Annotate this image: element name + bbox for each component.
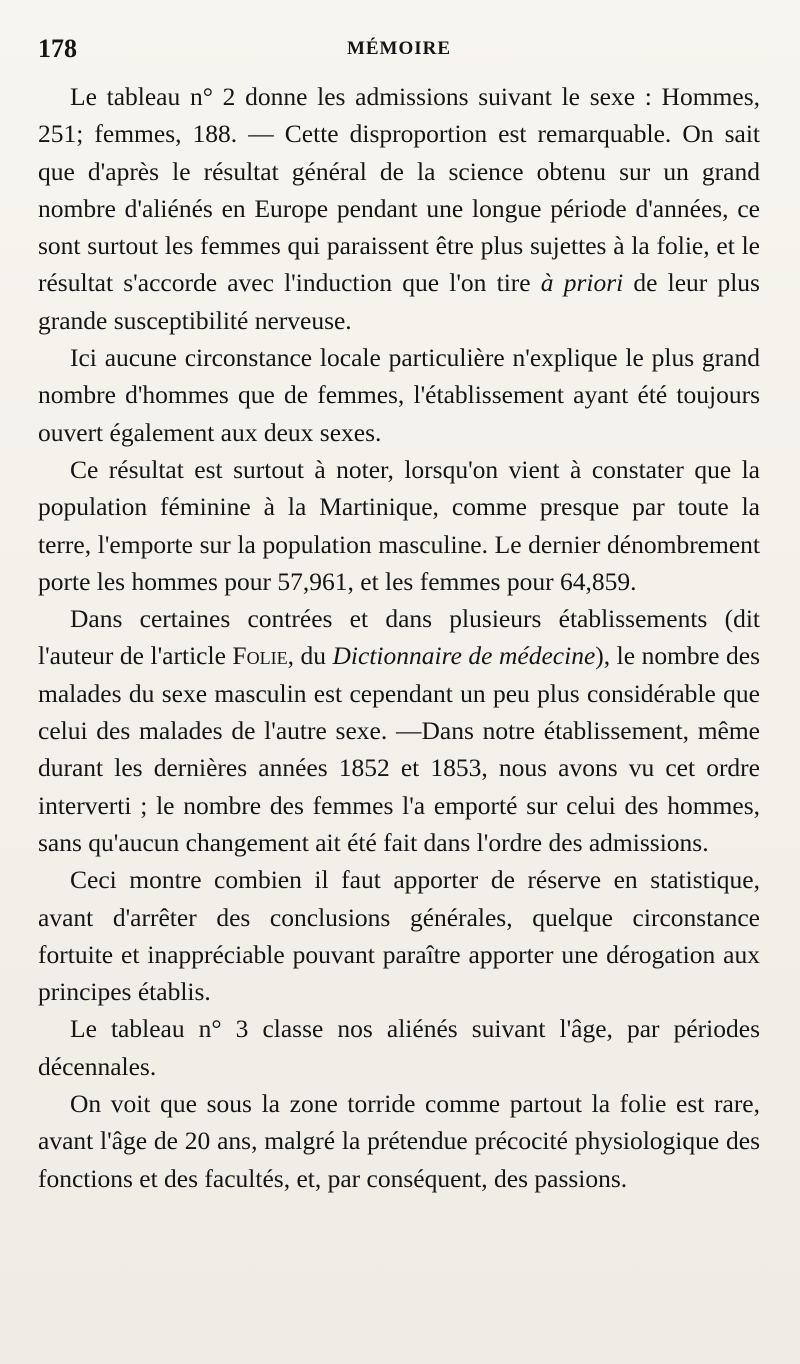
paragraph-statistics-caution: Ceci montre combien il faut apporter de réserve en statistique, avant d'arrêter des conclusions générales, quelque circonstance fortuite et inappréciable pouvant paraître apporter une dérogation aux principes établis. — [38, 865, 760, 1007]
paragraph-text: de leur plus grande susceptibilité nerveuse. — [38, 268, 760, 335]
body-text — [38, 78, 760, 1197]
smallcaps-folie: Folie — [232, 641, 288, 671]
paragraph-text: Le tableau n° 2 donne les admissions suivant le sexe : Hommes, 251; femmes, 188. — Cette disproportion est remarquable. On sait que d'après le résultat général de la science obtenu sur un grand nombre d'aliénés en Europe pendant une longue période d'années, ce sont surtout les femmes qui paraissent être plus sujettes à la folie, et le résultat s'accorde avec l'induction que l'on tire — [38, 82, 760, 298]
paragraph-text: Dans certaines contrées et dans plusieurs établissements (dit l'auteur de l'article — [38, 604, 760, 671]
paragraph-sex-admissions — [38, 78, 760, 339]
paragraph-local-circumstance: Ici aucune circonstance locale particulière n'explique le plus grand nombre d'hommes que de femmes, l'établissement ayant été toujours ouvert également aux deux sexes. — [38, 343, 760, 447]
page-number: 178 — [38, 34, 77, 63]
paragraph-dictionary-quote — [38, 600, 760, 861]
paragraph-age-rarity: On voit que sous la zone torride comme partout la folie est rare, avant l'âge de 20 ans, malgré la prétendue précocité physiologique des fonctions et des facultés, et, par conséquent, des passions. — [38, 1089, 760, 1193]
paragraph-text: , du — [287, 641, 333, 671]
page-header — [38, 34, 760, 70]
running-title: MÉMOIRE — [346, 38, 452, 59]
paragraph-text: ), le nombre des malades du sexe masculin est cependant un peu plus considérable que celui des malades de l'autre sexe. —Dans notre établissement, même durant les dernières années 1852 et 1853, nous avons vu cet ordre interverti ; le nombre des femmes l'a emporté sur celui des hommes, sans qu'aucun changement ait été fait dans l'ordre des admissions. — [38, 641, 761, 857]
italic-a-priori: à priori — [540, 268, 624, 298]
paragraph-table-3: Le tableau n° 3 classe nos aliénés suivant l'âge, par périodes décennales. — [38, 1014, 760, 1081]
paragraph-population: Ce résultat est surtout à noter, lorsqu'on vient à constater que la population féminine à la Martinique, comme presque par toute la terre, l'emporte sur la population masculine. Le dernier dénombrement porte les hommes pour 57,961, et les femmes pour 64,859. — [38, 454, 760, 596]
italic-dictionary-title: Dictionnaire de médecine — [332, 641, 596, 671]
